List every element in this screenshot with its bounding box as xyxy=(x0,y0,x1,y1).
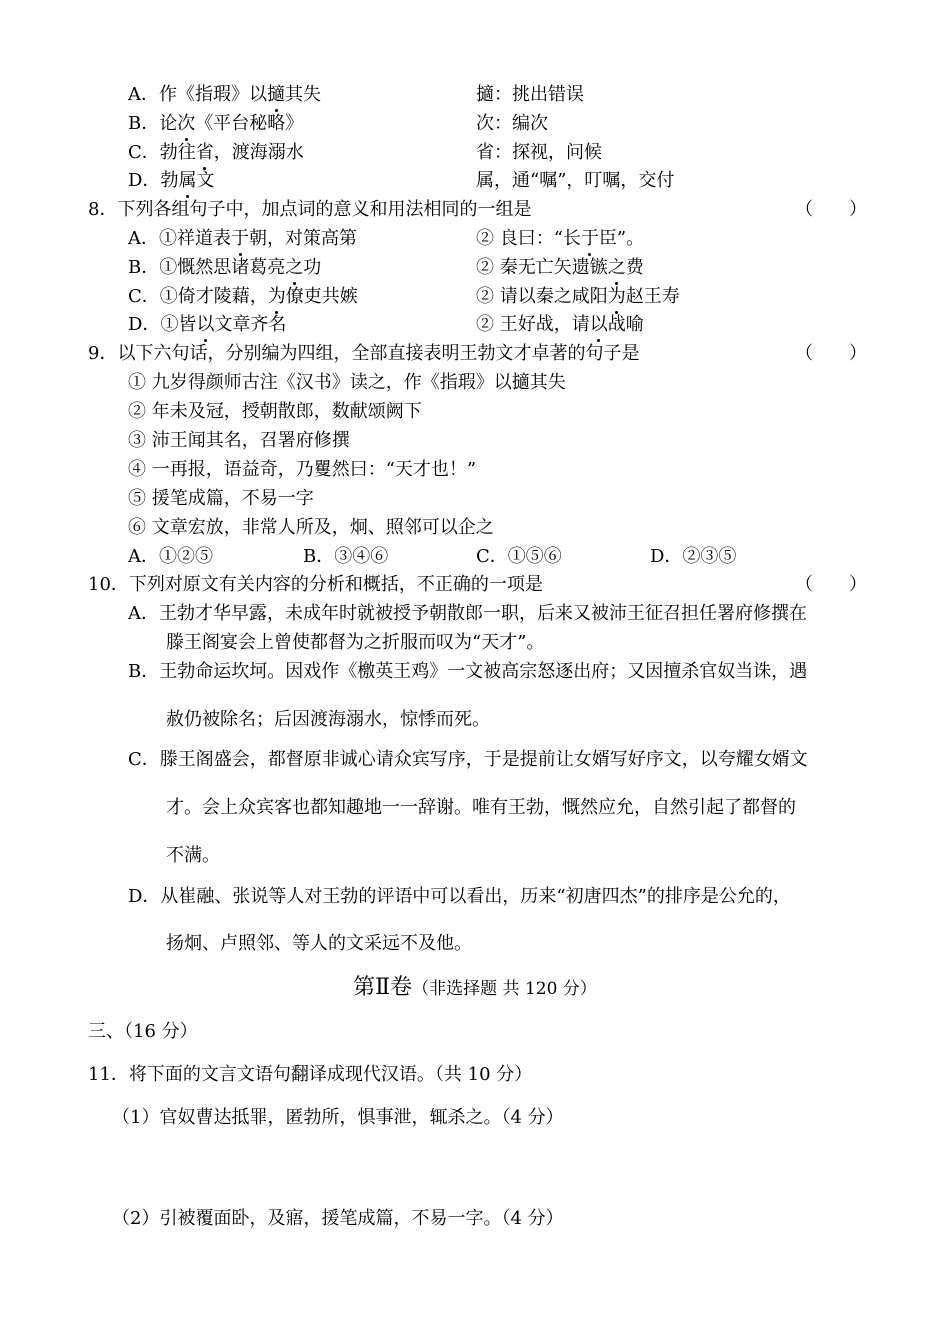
q9-sentence: ⑤ 援笔成篇，不易一字 xyxy=(128,488,314,509)
dotted-word: 以 xyxy=(196,314,215,335)
dotted-word: 于 xyxy=(231,228,249,249)
dotted-word: 之 xyxy=(285,257,304,278)
q9-sentence: ⑥ 文章宏放，非常人所及，炯、照邻可以企之 xyxy=(128,517,494,538)
option-text: 论 xyxy=(159,113,178,134)
sentence-1-text: ①皆 xyxy=(160,314,197,335)
q8-option xyxy=(128,227,357,251)
q10-option-b-cont: 赦仍被除名；后因渡海溺水，惊悸而死。 xyxy=(166,709,490,730)
q9-sentence: ③ 沛王闻其名，召署府修撰 xyxy=(128,430,350,451)
section-title xyxy=(0,974,950,1003)
q7-option xyxy=(128,83,321,107)
q10-option-d-cont: 扬炯、卢照邻、等人的文采远不及他。 xyxy=(166,933,472,954)
q8-option-sentence-2 xyxy=(476,256,644,280)
q7-gloss xyxy=(476,83,584,107)
sentence-2-text: ② 良曰：“长 xyxy=(476,228,581,249)
dotted-word: 属 xyxy=(178,170,197,191)
q9-choice-c: C．①⑤⑥ xyxy=(476,546,562,567)
q9-sentence: ④ 一再报，语益奇，乃矍然曰：“天才也！” xyxy=(128,459,477,480)
q7-gloss xyxy=(476,141,602,165)
sentence-1-text: ①祥道表 xyxy=(159,228,231,249)
q8-option-sentence-2 xyxy=(476,285,680,309)
option-text: ，渡海溺水 xyxy=(213,142,304,163)
option-text: 其失 xyxy=(285,84,321,105)
sentence-1-text: ①慨然思诸葛亮 xyxy=(159,257,286,278)
part3-heading: 三、（16 分） xyxy=(88,1021,198,1042)
q9-answer-bracket: （ ） xyxy=(795,343,867,364)
q10-option-a-cont: 滕王阁宴会上曾使都督为之折服而叹为“天才”。 xyxy=(166,632,545,653)
gloss-text: 次：编次 xyxy=(476,113,548,134)
dotted-word: 省 xyxy=(195,142,214,163)
q10-option-b: B．王勃命运坎坷。因戏作《檄英王鸡》一文被高宗怒逐出府；又因擅杀官奴当诛，遇 xyxy=(128,661,808,682)
option-label: C． xyxy=(128,142,160,163)
q9-choice-d: D．②③⑤ xyxy=(650,546,737,567)
gloss-text: 属，通“嘱”，叮嘱，交付 xyxy=(476,170,675,191)
q8-stem: 8．下列各组句子中，加点词的意义和用法相同的一组是 xyxy=(88,199,532,220)
q8-option xyxy=(128,313,286,337)
dotted-word: 以 xyxy=(589,314,608,335)
option-text: 《平台秘略》 xyxy=(195,113,304,134)
sentence-2-text: ② 请以秦之咸阳 xyxy=(476,286,608,307)
q9-sentence: ② 年未及冠，授朝散郎，数献颂阙下 xyxy=(128,401,422,422)
q10-option-c: C．滕王阁盛会，都督原非诚心请众宾写序，于是提前让女婿写好序文，以夸耀女婿文 xyxy=(128,749,808,770)
q10-option-d: D．从崔融、张说等人对王勃的评语中可以看出，历来“初唐四杰”的排序是公允的， xyxy=(128,886,791,907)
option-text: 勃往 xyxy=(159,142,196,163)
q10-answer-bracket: （ ） xyxy=(795,574,867,595)
option-text: 文 xyxy=(196,170,215,191)
dotted-word: 于 xyxy=(580,228,599,249)
sentence-2-text: 臣”。 xyxy=(598,228,645,249)
gloss-text: 省：探视，问候 xyxy=(476,142,602,163)
sentence-2-text: 费 xyxy=(625,257,644,278)
q7-option xyxy=(128,141,304,165)
q9-stem: 9．以下六句话，分别编为四组，全部直接表明王勃文才卓著的句子是 xyxy=(88,343,640,364)
option-text: 勃 xyxy=(160,170,179,191)
dotted-word: 擿 xyxy=(267,84,285,105)
sentence-1-text: 僚吏共嫉 xyxy=(285,286,358,307)
option-label: A． xyxy=(128,84,159,105)
sentence-2-text: ② 秦无亡矢遗镞 xyxy=(476,257,608,278)
option-label: A． xyxy=(128,228,159,249)
q10-option-c-cont: 才。会上众宾客也都知趣地一一辞谢。唯有王勃，慨然应允，自然引起了都督的 xyxy=(166,797,796,818)
q7-gloss xyxy=(476,112,548,136)
option-label: C． xyxy=(128,286,160,307)
sentence-1-text: 朝，对策高第 xyxy=(249,228,357,249)
q8-option xyxy=(128,256,321,280)
q7-option xyxy=(128,169,214,193)
option-text: 作《指瑕》以 xyxy=(159,84,267,105)
q8-option xyxy=(128,285,358,309)
section-title-sub: （非选择题 共 120 分） xyxy=(412,979,597,999)
q10-option-c-cont2: 不满。 xyxy=(166,845,220,866)
q8-answer-bracket: （ ） xyxy=(795,199,867,220)
q11-sentence-1: （1）官奴曹达抵罪，匿勃所，惧事泄，辄杀之。（4 分） xyxy=(112,1107,564,1128)
option-label: D． xyxy=(128,314,161,335)
q10-stem: 10．下列对原文有关内容的分析和概括，不正确的一项是 xyxy=(88,574,543,595)
q10-option-a: A．王勃才华早露，未成年时就被授予朝散郎一职，后来又被沛王征召担任署府修撰在 xyxy=(128,603,807,624)
q11-sentence-2: （2）引被覆面卧，及寤，援笔成篇，不易一字。（4 分） xyxy=(112,1208,564,1229)
dotted-word: 之 xyxy=(607,257,626,278)
q8-option-sentence-2 xyxy=(476,227,644,251)
q9-choice-a: A．①②⑤ xyxy=(128,546,213,567)
q8-option-sentence-2 xyxy=(476,313,644,337)
q7-gloss xyxy=(476,169,674,193)
sentence-2-text: ② 王好战，请 xyxy=(476,314,590,335)
sentence-1-text: ①倚才陵藉， xyxy=(159,286,268,307)
option-label: D． xyxy=(128,170,161,191)
option-label: B． xyxy=(128,113,160,134)
q7-option xyxy=(128,112,303,136)
sentence-2-text: 战喻 xyxy=(607,314,644,335)
q9-sentence: ① 九岁得颜师古注《汉书》读之，作《指瑕》以擿其失 xyxy=(128,372,566,393)
dotted-word: 次 xyxy=(177,113,196,134)
sentence-1-text: 功 xyxy=(303,257,322,278)
q9-choice-b: B．③④⑥ xyxy=(303,546,389,567)
dotted-word: 为 xyxy=(267,286,286,307)
section-title-main: 第Ⅱ卷 xyxy=(353,975,413,1000)
dotted-word: 为 xyxy=(607,286,626,307)
q11-stem: 11．将下面的文言文语句翻译成现代汉语。（共 10 分） xyxy=(88,1064,533,1085)
sentence-2-text: 赵王寿 xyxy=(625,286,680,307)
option-label: B． xyxy=(128,257,160,278)
gloss-text: 擿：挑出错误 xyxy=(476,84,584,105)
sentence-1-text: 文章齐名 xyxy=(214,314,287,335)
